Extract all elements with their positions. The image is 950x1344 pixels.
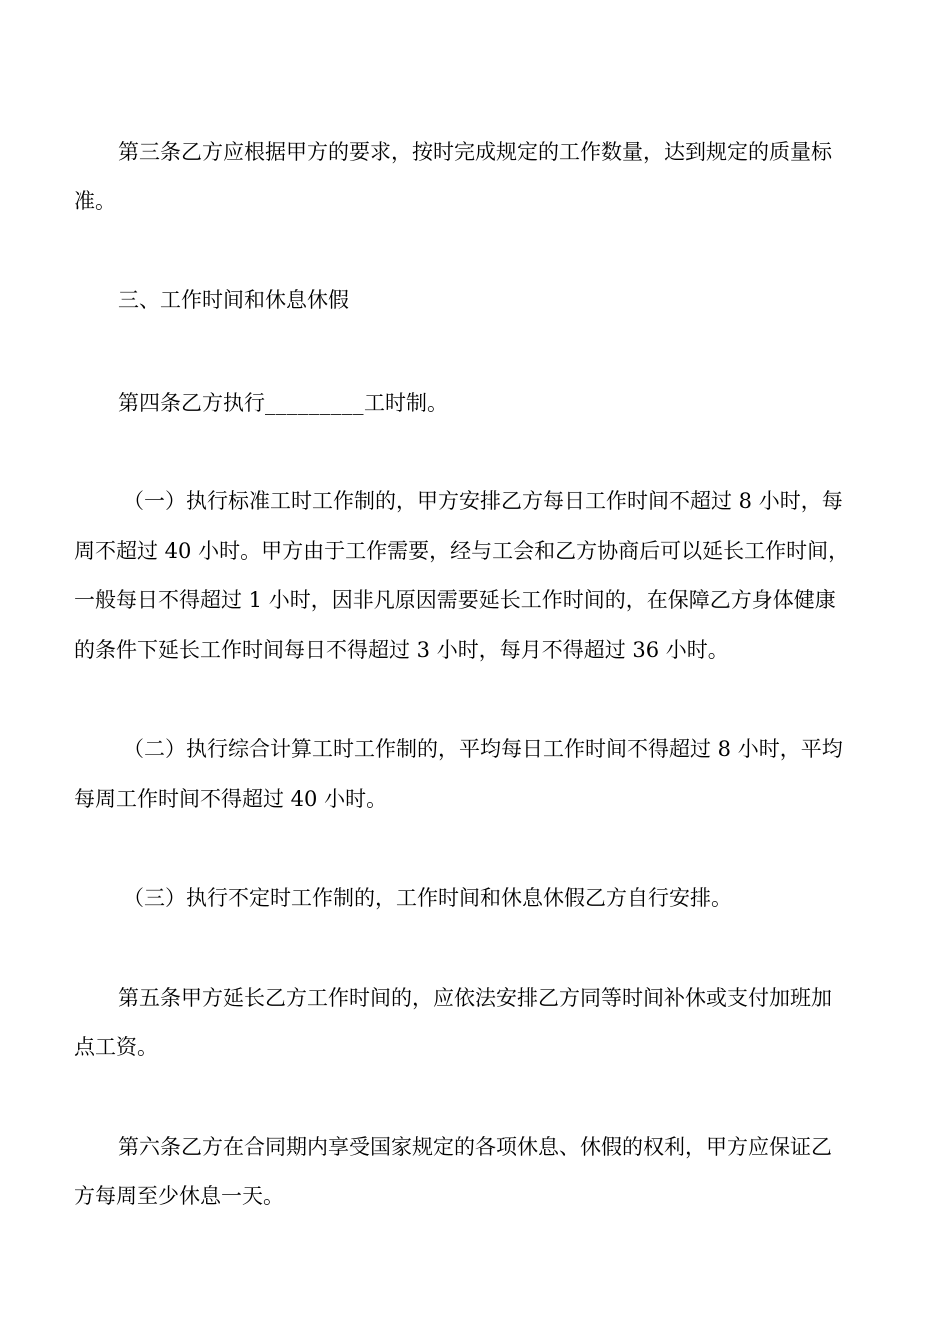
article4-prefix: 第四条乙方执行 [118,391,265,415]
item1-line2: 周不超过 40 小时。甲方由于工作需要，经与工会和乙方协商后可以延长工作时间， [74,539,850,563]
item1-line4: 的条件下延长工作时间每日不得超过 3 小时，每月不得超过 36 小时。 [74,638,729,662]
article5-line1: 第五条甲方延长乙方工作时间的，应依法安排乙方同等时间补休或支付加班加 [118,986,832,1010]
article5-line2: 点工资。 [74,1035,158,1059]
item2-line1: （二）执行综合计算工时工作制的，平均每日工作时间不得超过 8 小时，平均 [123,737,843,761]
article3-line2: 准。 [74,189,116,213]
article6-line2: 方每周至少休息一天。 [74,1184,284,1208]
section3-heading: 三、工作时间和休息休假 [118,288,349,312]
article6-line1: 第六条乙方在合同期内享受国家规定的各项休息、休假的权利，甲方应保证乙 [118,1135,832,1159]
article4-line [118,389,448,417]
article4-suffix: 工时制。 [364,391,448,415]
item1-line3: 一般每日不得超过 1 小时，因非凡原因需要延长工作时间的，在保障乙方身体健康 [74,588,836,612]
item3-line1: （三）执行不定时工作制的，工作时间和休息休假乙方自行安排。 [123,886,732,910]
item2-line2: 每周工作时间不得超过 40 小时。 [74,787,388,811]
article4-blank: _________ [265,391,364,415]
article3-line1: 第三条乙方应根据甲方的要求，按时完成规定的工作数量，达到规定的质量标 [118,140,832,164]
item1-line1: （一）执行标准工时工作制的，甲方安排乙方每日工作时间不超过 8 小时，每 [123,489,843,513]
